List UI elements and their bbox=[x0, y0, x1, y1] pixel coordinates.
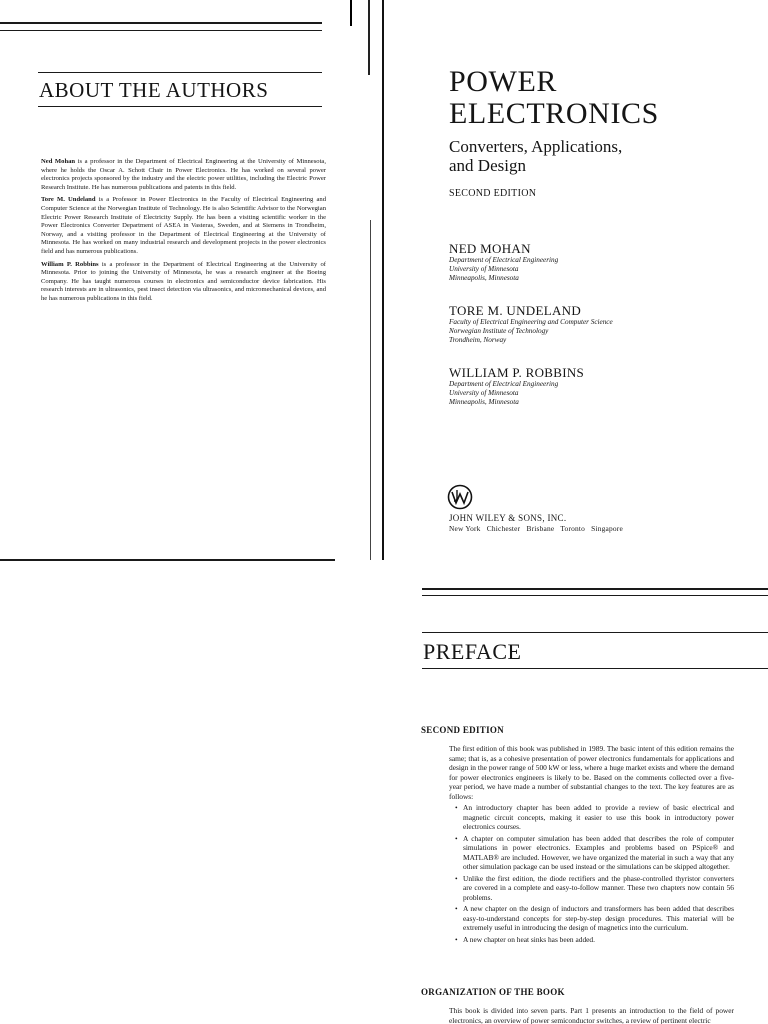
about-authors-heading: ABOUT THE AUTHORS bbox=[39, 78, 269, 102]
bio-mohan bbox=[41, 158, 326, 192]
preface-top-rule-2 bbox=[422, 595, 768, 596]
author-affiliation: Minneapolis, Minnesota bbox=[449, 398, 519, 406]
wiley-logo-icon bbox=[447, 484, 473, 510]
feature-list bbox=[449, 803, 734, 944]
bio-undeland bbox=[41, 196, 326, 256]
bio-text: is a professor in the Department of Electrical Engineering at the University of Minnesota, where he holds the Oscar A. Schott Chair in Power Electronics. He has worked on several power electronics projects sponsored by the industry and the electric power utilities, including the Electric Power Research Institute. He has numerous publications and patents in this field. bbox=[41, 158, 326, 191]
bio-text: is a professor in the Department of Electrical Engineering at the University of Minnesota. Prior to joining the University of Minnesota, he was a research engineer at the Boeing Company. He has taught numerous courses in electronics and semiconductor device fabrication. His research interests are in ultrasonics, pest insect detection via ultrasonics, and micromechanical devices, and he has numerous publications in this field. bbox=[41, 260, 327, 302]
author-affiliation: Department of Electrical Engineering bbox=[449, 380, 559, 388]
publisher-cities: New York Chichester Brisbane Toronto Singapore bbox=[449, 524, 623, 533]
author-block-3 bbox=[449, 366, 584, 407]
about-top-rule bbox=[38, 72, 322, 73]
left-page-bottom-rule bbox=[0, 559, 335, 561]
publisher-name: JOHN WILEY & SONS, INC. bbox=[449, 513, 567, 523]
author-block-1 bbox=[449, 242, 558, 283]
edition-label: SECOND EDITION bbox=[449, 188, 537, 199]
author-affiliation: University of Minnesota bbox=[449, 389, 519, 397]
author-affiliation: Minneapolis, Minnesota bbox=[449, 274, 519, 282]
preface-body bbox=[449, 744, 734, 946]
author-affiliation: Trondheim, Norway bbox=[449, 336, 507, 344]
bio-name: William P. Robbins bbox=[41, 260, 99, 268]
organization-paragraph: This book is divided into seven parts. Part 1 presents an introduction to the field of power electronics, an overview of power semiconductor switches, a review of pertinent electric bbox=[449, 1006, 734, 1024]
preface-intro-paragraph: The first edition of this book was published in 1989. The basic intent of this edition remains the same; that is, as a cohesive presentation of power electronics fundamentals for applications and design in the power range of 500 kW or less, where a huge market exists and where the demand for power electronics engineers is likely to be. Based on the comments collected over a five-year period, we have made a number of substantial changes to the text. The key features are as follows: bbox=[449, 744, 734, 801]
preface-heading-top-rule bbox=[422, 632, 768, 633]
book-subtitle bbox=[449, 137, 622, 175]
bio-name: Ned Mohan bbox=[41, 158, 76, 165]
top-left-rule-thin bbox=[0, 30, 322, 31]
subtitle-line-1: Converters, Applications, bbox=[449, 137, 623, 156]
top-left-rule bbox=[0, 22, 322, 24]
about-bottom-rule bbox=[38, 106, 322, 107]
list-item: • An introductory chapter has been added to provide a review of basic electrical and magnetic circuit concepts, making it easier to use this book in introductory power electronics courses. bbox=[463, 803, 734, 832]
title-line-2: ELECTRONICS bbox=[449, 97, 659, 130]
author-name: WILLIAM P. ROBBINS bbox=[449, 365, 585, 380]
preface-heading: PREFACE bbox=[423, 639, 522, 664]
author-affiliation: Faculty of Electrical Engineering and Computer Science bbox=[449, 318, 613, 326]
section-heading-organization: ORGANIZATION OF THE BOOK bbox=[421, 987, 565, 997]
preface-heading-bottom-rule bbox=[422, 668, 768, 669]
author-name: TORE M. UNDELAND bbox=[449, 303, 582, 318]
book-title bbox=[449, 66, 659, 130]
subtitle-line-2: and Design bbox=[449, 156, 526, 175]
right-page-edge-line bbox=[382, 0, 384, 560]
author-block-2 bbox=[449, 304, 613, 345]
author-bios bbox=[41, 158, 326, 308]
author-affiliation: Norwegian Institute of Technology bbox=[449, 327, 549, 335]
list-item: • Unlike the first edition, the diode rectifiers and the phase-controlled thyristor converters are covered in a complete and easy-to-follow manner. These two chapters now contain 56 problems. bbox=[463, 874, 734, 903]
section-heading-second-edition: SECOND EDITION bbox=[421, 725, 504, 735]
bio-name: Tore M. Undeland bbox=[41, 196, 96, 204]
bio-text: is a Professor in Power Electronics in the Faculty of Electrical Engineering and Computer Science at the Norwegian Institute of Technology. He is also Scientific Advisor to the Norwegian Electric Power Research Institute of Electricity Supply. He has been a visiting scientific worker in the Power Electronics Converter Department of ASEA in Vasteras, Sweden, and at Siemens in Trondheim, Norway, and a visiting professor in the Department of Electrical Engineering at the University of Minnesota. He has worked on many industrial research and development projects in the power electronics field and has numerous publications. bbox=[41, 196, 326, 255]
preface-top-rule-1 bbox=[422, 588, 768, 590]
author-affiliation: Department of Electrical Engineering bbox=[449, 256, 559, 264]
author-affiliation: University of Minnesota bbox=[449, 265, 519, 273]
page-gutter bbox=[350, 0, 352, 26]
author-name: NED MOHAN bbox=[449, 241, 531, 256]
left-page-edge-line-lower bbox=[370, 220, 371, 560]
title-line-1: POWER bbox=[449, 65, 557, 98]
list-item: • A new chapter on heat sinks has been added. bbox=[463, 935, 734, 945]
list-item: • A new chapter on the design of inductors and transformers has been added that describes easy-to-understand concepts for step-by-step design procedures. This material will be extremely useful in introducing the design of magnetics into the curriculum. bbox=[463, 904, 734, 933]
bio-robbins bbox=[41, 261, 326, 304]
list-item: • A chapter on computer simulation has been added that describes the role of computer simulations in power electronics. Examples and problems based on PSpice® and MATLAB® are included. However, we have organized the material in such a way that any other simulation package can be used instead or the simulations can be skipped altogether. bbox=[463, 834, 734, 872]
left-page-edge-line bbox=[368, 0, 370, 75]
